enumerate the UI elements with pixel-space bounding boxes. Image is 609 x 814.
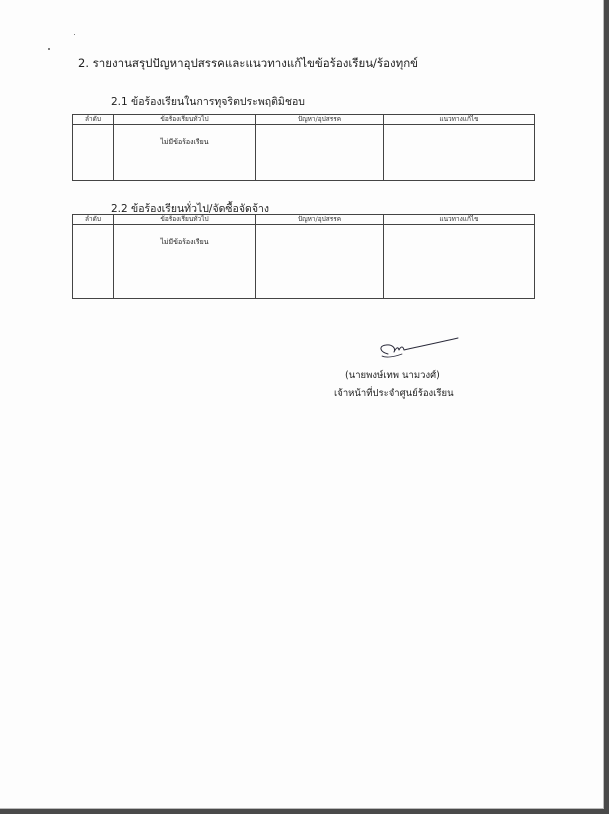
- no-complaint-text: ไม่มีข้อร้องเรียน: [160, 138, 209, 146]
- col-header-complaint: ข้อร้องเรียนทั่วไป: [114, 215, 256, 225]
- cell-complaint: [114, 225, 256, 299]
- cell-order: [73, 225, 114, 299]
- complaint-table-2-1: [72, 114, 535, 181]
- scan-speck: [48, 48, 50, 50]
- subsection-title-2-2: 2.2 ข้อร้องเรียนทั่วไป/จัดซื้อจัดจ้าง: [111, 203, 270, 215]
- col-header-order: ลำดับ: [73, 215, 114, 225]
- col-header-problem: ปัญหา/อุปสรรค: [256, 215, 384, 225]
- table-header-row: [73, 115, 535, 125]
- cell-problem: [256, 225, 384, 299]
- col-header-order: ลำดับ: [73, 115, 114, 125]
- no-complaint-text: ไม่มีข้อร้องเรียน: [160, 238, 209, 246]
- table-row: [73, 225, 535, 299]
- col-header-complaint: ข้อร้องเรียนทั่วไป: [114, 115, 256, 125]
- signatory-name: (นายพงษ์เทพ นามวงศ์): [345, 370, 440, 381]
- col-header-problem: ปัญหา/อุปสรรค: [256, 115, 384, 125]
- signatory-position: เจ้าหน้าที่ประจำศูนย์ร้องเรียน: [334, 388, 454, 399]
- handwritten-signature: [372, 336, 462, 364]
- col-header-solution: แนวทางแก้ไข: [384, 215, 535, 225]
- subsection-title-2-1: 2.1 ข้อร้องเรียนในการทุจริตประพฤติมิชอบ: [111, 96, 305, 108]
- scan-speck: [74, 34, 75, 35]
- section-heading: 2. รายงานสรุปปัญหาอุปสรรคและแนวทางแก้ไขข้อร้องเรียน/ร้องทุกข์: [78, 56, 419, 70]
- cell-complaint: [114, 125, 256, 181]
- cell-solution: [384, 225, 535, 299]
- cell-solution: [384, 125, 535, 181]
- table-row: [73, 125, 535, 181]
- cell-problem: [256, 125, 384, 181]
- complaint-table-2-2: [72, 214, 535, 299]
- col-header-solution: แนวทางแก้ไข: [384, 115, 535, 125]
- cell-order: [73, 125, 114, 181]
- table-header-row: [73, 215, 535, 225]
